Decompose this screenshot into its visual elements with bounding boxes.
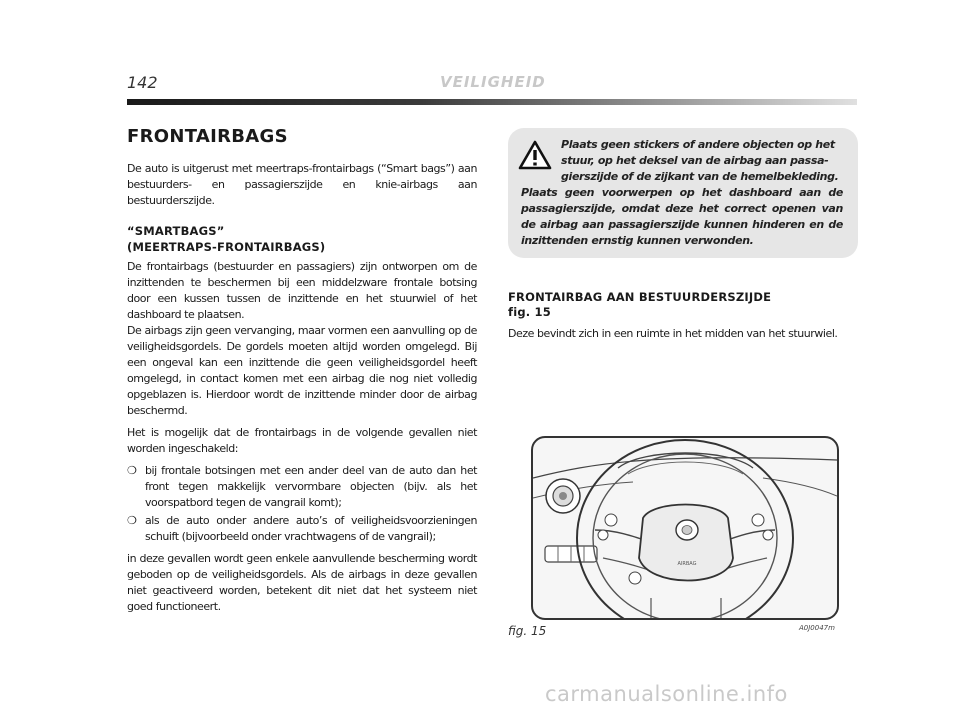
bullet-marker: ❍	[127, 464, 137, 477]
warning-text	[521, 137, 843, 249]
bullet-item	[127, 513, 477, 545]
paragraph-conclusion: in deze gevallen wordt geen enkele aanvullende bescherming wordt geboden op de veiligheidsgordels. Als de airbags in deze gevallen niet geactiveerd worden, betekent dit niet dat het systeem niet goed functioneert.	[127, 552, 477, 613]
figure-code: A0J0047m	[799, 624, 835, 632]
smartbags-heading	[127, 223, 477, 255]
section-title: VEILIGHEID	[440, 73, 546, 91]
frontairbags-heading: FRONTAIRBAGS	[127, 126, 288, 147]
paragraph-design: De frontairbags (bestuurder en passagiers) zijn ontworpen om de inzittenden te beschermen bij een middelzware frontale botsing door een kussen tussen de inzittende en het stuurwiel of het dashboard te plaatsen.	[127, 260, 477, 321]
warning-line1: Plaats geen stickers of andere objecten op het	[561, 138, 835, 151]
bullet-marker: ❍	[127, 514, 137, 527]
air-vent-icon	[546, 479, 580, 513]
paragraph-seatbelts: De airbags zijn geen vervanging, maar vormen een aanvulling op de veiligheidsgordels. De gordels moeten altijd worden omgelegd. Bij een ongeval kan een inzittende die geen veiligheidsgordel heeft omgelegd, in contact komen met een airbag die nog niet volledig opgeblazen is. Hierdoor wordt de inzittende minder door de airbag beschermd.	[127, 324, 477, 417]
steering-wheel-figure	[531, 436, 839, 620]
driver-airbag-heading	[508, 290, 858, 320]
warning-rest: Plaats geen voorwerpen op het dashboard aan de passagierszijde, omdat deze het correct openen van de airbag aan passagierszijde kunnen hinderen en de inzittenden ernstig kunnen verwonden.	[521, 186, 843, 247]
driver-airbag-heading-line1: FRONTAIRBAG AAN BESTUURDERSZIJDE	[508, 290, 772, 304]
warning-line2: stuur, op het deksel van de airbag aan passa-	[561, 154, 829, 167]
smartbags-heading-line2: (MEERTRAPS-FRONTAIRBAGS)	[127, 240, 326, 254]
smartbags-heading-line1: “SMARTBAGS”	[127, 224, 225, 238]
driver-airbag-heading-line2: fig. 15	[508, 305, 551, 319]
bullet-text: bij frontale botsingen met een ander deel van de auto dan het front tegen makkelijk vervormbare objecten (bijv. als het voorspatbord tegen de vangrail komt);	[145, 464, 477, 509]
driver-airbag-text: Deze bevindt zich in een ruimte in het midden van het stuurwiel.	[508, 327, 838, 340]
bullet-item	[127, 463, 477, 511]
right-column	[508, 290, 858, 342]
paragraph-cases: Het is mogelijk dat de frontairbags in de volgende gevallen niet worden ingeschakeld:	[127, 426, 477, 455]
warning-line3: gierszijde of de zijkant van de hemelbekleding.	[561, 170, 839, 183]
page-number: 142	[127, 73, 158, 92]
steering-wheel-illustration	[533, 438, 837, 618]
left-column	[127, 126, 477, 615]
header-rule	[127, 99, 857, 105]
airbag-label: AIRBAG	[677, 561, 697, 567]
watermark: carmanualsonline.info	[545, 682, 788, 706]
intro-paragraph: De auto is uitgerust met meertraps-frontairbags (“Smart bags”) aan bestuurders- en passagierszijde en knie-airbags aan bestuurderszijde.	[127, 162, 477, 207]
figure-caption: fig. 15	[508, 624, 547, 638]
airbag-hub	[639, 505, 733, 581]
bullet-text: als de auto onder andere auto’s of veiligheidsvoorzieningen schuift (bijvoorbeeld onder vrachtwagens of de vangrail);	[145, 514, 477, 543]
